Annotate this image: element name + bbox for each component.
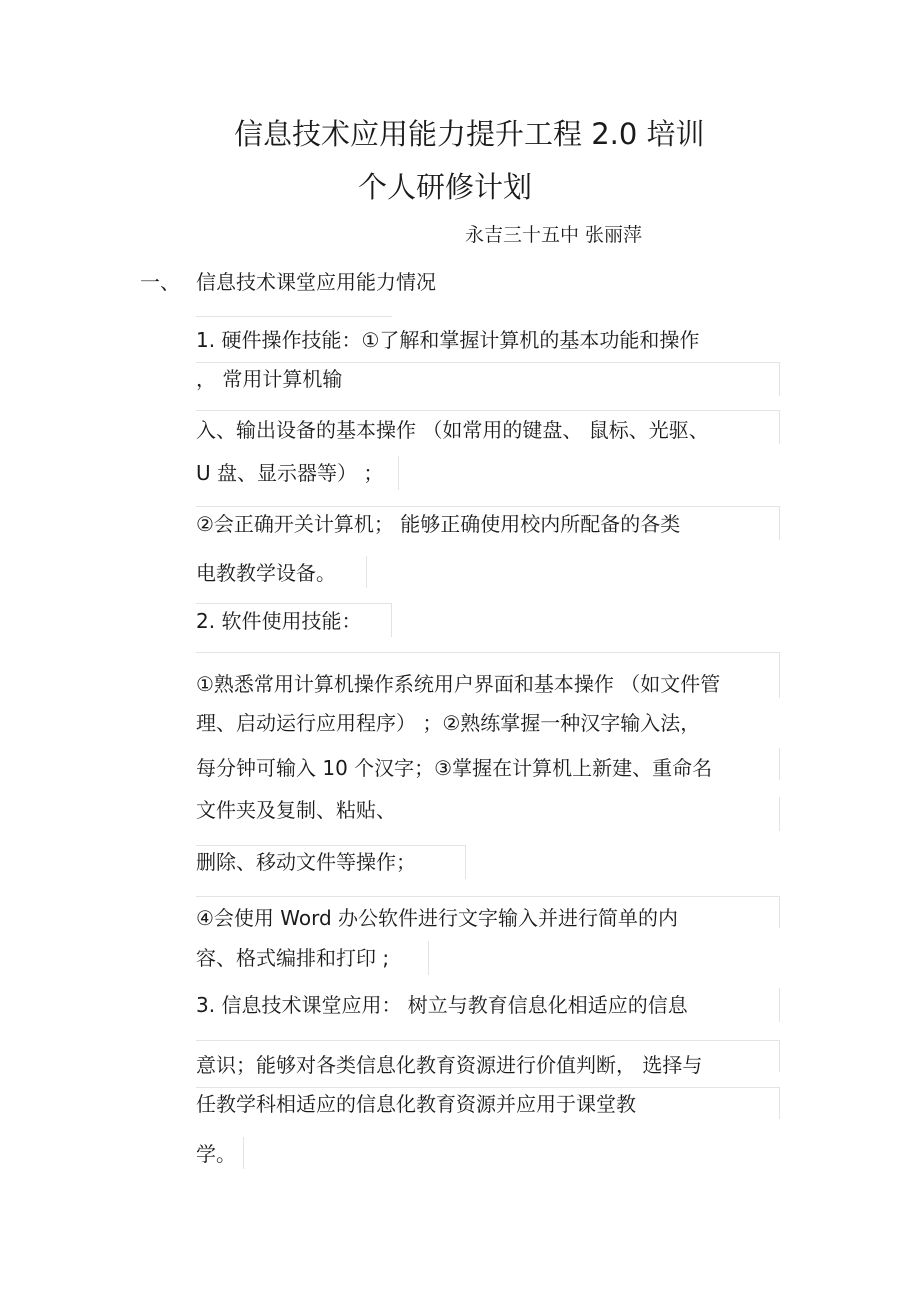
body-line-12: 删除、移动文件等操作； (196, 850, 416, 874)
body-line-9: 理、启动运行应用程序） ；②熟练掌握一种汉字输入法， (196, 711, 701, 735)
section-number: 一、 (140, 270, 180, 294)
body-line-5: ②会正确开关计算机； 能够正确使用校内所配备的各类 (196, 512, 681, 536)
body-line-11: 文件夹及复制、粘贴、 (196, 798, 396, 822)
scan-rule (196, 362, 780, 363)
scan-rule (779, 410, 780, 444)
body-line-2: ， 常用计算机输 (196, 367, 343, 391)
body-line-16: 意识；能够对各类信息化教育资源进行价值判断， 选择与 (196, 1053, 703, 1077)
body-line-10: 每分钟可输入 10 个汉字；③掌握在计算机上新建、重命名 (196, 756, 713, 780)
scan-rule (196, 845, 466, 846)
body-line-6: 电教教学设备。 (196, 561, 336, 585)
doc-author: 永吉三十五中 张丽萍 (465, 224, 643, 246)
doc-title-line1: 信息技术应用能力提升工程 2.0 培训 (234, 117, 705, 151)
scan-rule (779, 1087, 780, 1119)
scan-rule (779, 748, 780, 780)
scan-rule (196, 603, 392, 604)
scan-rule (779, 797, 780, 831)
scan-rule (243, 1137, 244, 1169)
body-line-15: 3. 信息技术课堂应用： 树立与教育信息化相适应的信息 (196, 993, 688, 1017)
section-heading: 信息技术课堂应用能力情况 (196, 270, 436, 294)
body-line-3: 入、输出设备的基本操作 （如常用的键盘、 鼠标、光驱、 (196, 418, 709, 442)
body-line-14: 容、格式编排和打印 ; (196, 946, 390, 970)
body-line-8: ①熟悉常用计算机操作系统用户界面和基本操作 （如文件管 (196, 672, 721, 696)
scan-rule (196, 316, 392, 317)
scan-rule (779, 506, 780, 540)
scan-rule (196, 1087, 780, 1088)
scan-rule (779, 896, 780, 928)
scan-rule (779, 988, 780, 1022)
body-line-7: 2. 软件使用技能： (196, 609, 362, 633)
scan-rule (196, 506, 780, 507)
scan-rule (391, 603, 392, 637)
scan-rule (779, 1040, 780, 1072)
scan-rule (366, 556, 367, 588)
body-line-13: ④会使用 Word 办公软件进行文字输入并进行简单的内 (196, 906, 679, 930)
scan-rule (196, 896, 780, 897)
body-line-18: 学。 (196, 1142, 236, 1166)
scan-rule (196, 652, 780, 653)
scan-rule (398, 456, 399, 490)
scan-rule (196, 410, 780, 411)
scan-rule (779, 362, 780, 396)
scan-rule (779, 652, 780, 698)
body-line-17: 任教学科相适应的信息化教育资源并应用于课堂教 (196, 1092, 636, 1116)
body-line-4: U 盘、显示器等） ； (196, 461, 384, 485)
doc-title-line2: 个人研修计划 (358, 170, 533, 204)
scan-rule (196, 1040, 780, 1041)
body-line-1: 1. 硬件操作技能：①了解和掌握计算机的基本功能和操作 (196, 328, 700, 352)
scan-rule (465, 845, 466, 879)
scan-rule (428, 941, 429, 975)
